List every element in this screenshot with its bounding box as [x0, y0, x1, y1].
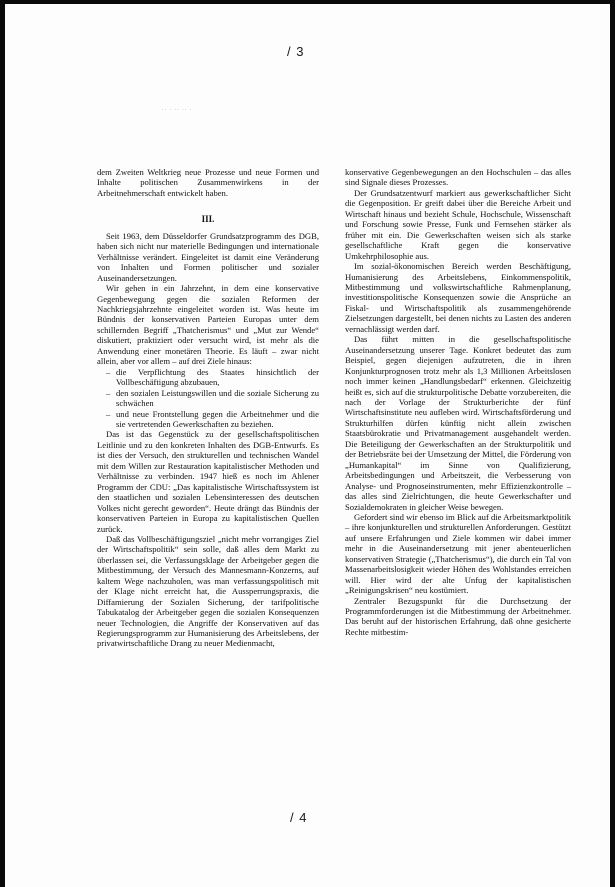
goals-list — [97, 367, 319, 430]
paragraph: Im sozial-ökonomischen Bereich werden Beschäftigung, Humanisierung des Arbeitslebens, Einkommenspolitik, Mitbestimmung und volkswirtschaftliche Rahmenplanung, investitionspolitische Konsequenzen sowie die Ansprüche an Fiskal- und Wirtschaftspolitik als zusammengehörende Zielsetzungen dargestellt, bei denen nichts zu Lasten des anderen vernachlässigt werden darf. — [345, 261, 571, 334]
list-item: – und neue Frontstellung gegen die Arbeitnehmer und die sie vertretenden Gewerkschaften zu beziehen. — [106, 409, 319, 430]
paragraph: Seit 1963, dem Düsseldorfer Grundsatzprogramm des DGB, haben sich nicht nur materielle Bedingungen und internationale Verhältnisse verändert. Eingeleitet ist damit eine Veränderung von Inhalten und Formen politischer und sozialer Auseinandersetzungen. — [97, 230, 319, 283]
scan-specks: ·· · ·· ·· · — [162, 108, 193, 113]
right-column — [345, 167, 571, 637]
list-item: – die Verpflichtung des Staates hinsichtlich der Vollbeschäftigung abzubauen, — [106, 367, 319, 388]
paragraph: Wir gehen in ein Jahrzehnt, in dem eine konservative Gegenbewegung gegen die sozialen Reformen der Nachkriegsjahrzehnte eingeleitet worden ist. Was heute im Bündnis der konservativen Parteien Europas unter dem schillernden Begriff „Thatcherismus“ und „Mut zur Wende“ diskutiert, praktiziert oder versucht wird, ist mehr als die Anwendung einer monetären Theorie. Es läuft – zwar nicht allein, aber vor allem – auf drei Ziele hinaus: — [97, 283, 319, 367]
list-item: – den sozialen Leistungswillen und die soziale Sicherung zu schwächen — [106, 388, 319, 409]
paragraph: Zentraler Bezugspunkt für die Durchsetzung der Programmforderungen ist die Mitbestimmung der Arbeitnehmer. Das beruht auf der historischen Erfahrung, daß ohne gesicherte Rechte mitbestim- — [345, 595, 571, 637]
section-heading: III. — [201, 214, 215, 225]
left-column — [97, 167, 319, 649]
page-number-bottom: / 4 — [290, 810, 308, 825]
paragraph: dem Zweiten Weltkrieg neue Prozesse und neue Formen und Inhalte politischen Zusammenwirkens in der Arbeitnehmerschaft entwickelt haben. — [97, 167, 319, 198]
paragraph: Das führt mitten in die gesellschaftspolitische Auseinandersetzung unserer Tage. Konkret bedeutet das zum Beispiel, gegen diejenigen aufzutreten, die in ihren Konjunkturprognosen trotz mehr als 1,3 Millionen Arbeitslosen noch immer keinen „Handlungsbedarf“ erkennen. Gleichzeitig heißt es, sich auf die strukturpolitische Debatte vorzubereiten, die nach der Vorlage der Strukturberichte der fünf Wirtschaftsinstitute neu aufleben wird. Wirtschaftsförderung und Strukturhilfen dürfen künftig nicht allein zwischen Staatsbürokratie und Privatmanagement ausgehandelt werden. Die Beteiligung der Gewerkschaften an der Strukturpolitik und der Betriebsräte bei der Umsetzung der Mittel, die Förderung von „Humankapital“ im Sinne von Qualifizierung, Arbeitsbedingungen und Arbeitszeit, die Verbesserung von Analyse- und Prognoseinstrumenten, mehr Effizienzkontrolle – das alles sind Zielrichtungen, die heute Gewerkschafter und Sozialdemokraten in gleicher Weise bewegen. — [345, 334, 571, 512]
paragraph: Das ist das Gegenstück zu der gesellschaftspolitischen Leitlinie und zu den konkreten Inhalten des DGB-Entwurfs. Es ist dies der Versuch, den strukturellen und technischen Wandel mit dem Willen zur Restauration kapitalistischer Methoden und Verhältnisse zu verbinden. 1947 hieß es noch im Ahlener Programm der CDU: „Das kapitalistische Wirtschaftssystem ist den staatlichen und sozialen Lebensinteressen des deutschen Volkes nicht gerecht geworden“. Heute drängt das Bündnis der konservativen Parteien in Europa zu kapitalistischen Quellen zurück. — [97, 429, 319, 534]
paragraph: Daß das Vollbeschäftigungsziel „nicht mehr vorrangiges Ziel der Wirtschaftspolitik“ sein solle, daß alles dem Markt zu überlassen sei, die Verfassungsklage der Arbeitgeber gegen die Mitbestimmung, der Versuch des Mannesmann-Konzerns, auf kaltem Wege nachzuholen, was man verfassungspolitisch mit der Klage nicht erreicht hat, die Aussperrungspraxis, die Diffamierung der Sozialen Sicherung, der tarifpolitische Tabukatalog der Arbeitgeber gegen die sozialen Konsequenzen neuer Technologien, die Angriffe der Konservativen auf das Regierungsprogramm zur Humanisierung des Arbeitslebens, der privatwirtschaftliche Drang zu neuer Medienmacht, — [97, 533, 319, 649]
paragraph: Gefordert sind wir ebenso im Blick auf die Arbeitsmarktpolitik – ihre konjunkturellen und strukturellen Anforderungen. Gestützt auf unsere Erfahrungen und Ziele kommen wir dabei immer mehr in die Auseinandersetzung mit jener abenteuerlichen konservativen Strategie („Thatcherismus“), die durch ein Tal von Massenarbeitslosigkeit wieder Höhen des Wohlstandes erreichen will. Hier wird der alte Unfug der kapitalistischen „Reinigungskrisen“ neu kostümiert. — [345, 511, 571, 596]
paragraph: Der Grundsatzentwurf markiert aus gewerkschaftlicher Sicht die Gegenposition. Er greift dabei über die Bereiche Arbeit und Wirtschaft hinaus und bezieht Schule, Hochschule, Wissenschaft und Forschung sowie Presse, Funk und Fernsehen stärker als früher mit ein. Die Gewerkschaften weisen sich als starke gesellschaftliche Kraft gegen die konservative Umkehrphilosophie aus. — [345, 187, 571, 261]
page-number-top: / 3 — [287, 44, 305, 59]
paragraph: konservative Gegenbewegungen an den Hochschulen – das alles sind Signale dieses Prozesses. — [345, 167, 571, 188]
